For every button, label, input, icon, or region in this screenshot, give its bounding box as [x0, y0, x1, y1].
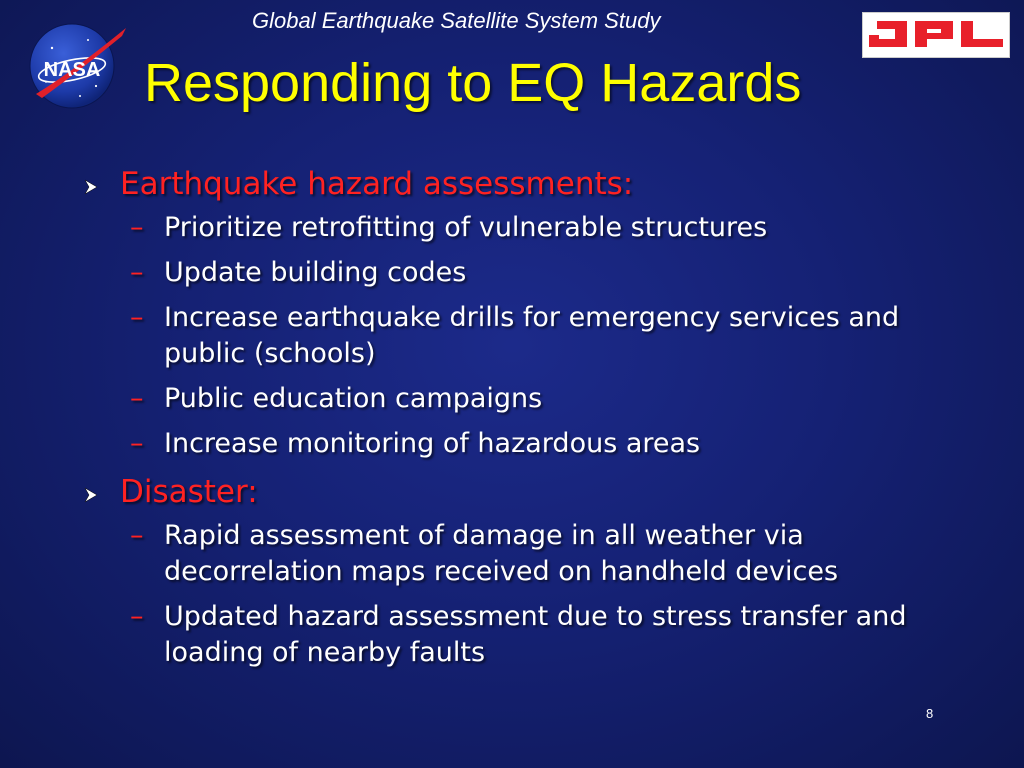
- page-number: 8: [926, 706, 934, 721]
- bullet-text: Public education campaigns: [164, 383, 543, 414]
- dash-bullet-icon: –: [130, 257, 144, 288]
- dash-bullet-icon: –: [130, 212, 144, 243]
- bullet-text: Prioritize retrofitting of vulnerable structures: [164, 212, 768, 243]
- bullet-item: [78, 426, 958, 462]
- bullet-text: Update building codes: [164, 257, 467, 288]
- nasa-logo-text: NASA: [43, 59, 101, 81]
- dash-bullet-icon: –: [130, 428, 144, 459]
- bullet-item: [78, 300, 958, 372]
- jpl-logo-mark: [863, 13, 1009, 57]
- arrow-bullet-icon: [82, 178, 100, 196]
- arrow-bullet-icon: [82, 486, 100, 504]
- dash-bullet-icon: –: [130, 520, 144, 551]
- bullet-item: [78, 599, 958, 671]
- bullet-text: Updated hazard assessment due to stress transfer and loading of nearby faults: [164, 601, 907, 668]
- dash-bullet-icon: –: [130, 302, 144, 333]
- bullet-item: [78, 255, 958, 291]
- slide-title: Responding to EQ Hazards: [144, 53, 802, 113]
- bullet-text: Increase earthquake drills for emergency services and public (schools): [164, 302, 900, 369]
- nasa-logo: [22, 20, 130, 112]
- bullet-item: [78, 381, 958, 417]
- bullet-text: Rapid assessment of damage in all weather via decorrelation maps received on handheld devices: [164, 520, 839, 587]
- dash-bullet-icon: –: [130, 601, 144, 632]
- jpl-logo: [862, 12, 1010, 58]
- study-title: Global Earthquake Satellite System Study: [252, 8, 661, 33]
- section-heading-text: Disaster:: [120, 474, 258, 510]
- bullet-text: Increase monitoring of hazardous areas: [164, 428, 701, 459]
- slide-content: [78, 160, 958, 671]
- section-heading-text: Earthquake hazard assessments:: [120, 166, 634, 202]
- dash-bullet-icon: –: [130, 383, 144, 414]
- section-heading: [78, 164, 958, 204]
- bullet-item: [78, 210, 958, 246]
- section-heading: [78, 472, 958, 512]
- jpl-logo-text: JPL: [863, 13, 865, 14]
- bullet-item: [78, 518, 958, 590]
